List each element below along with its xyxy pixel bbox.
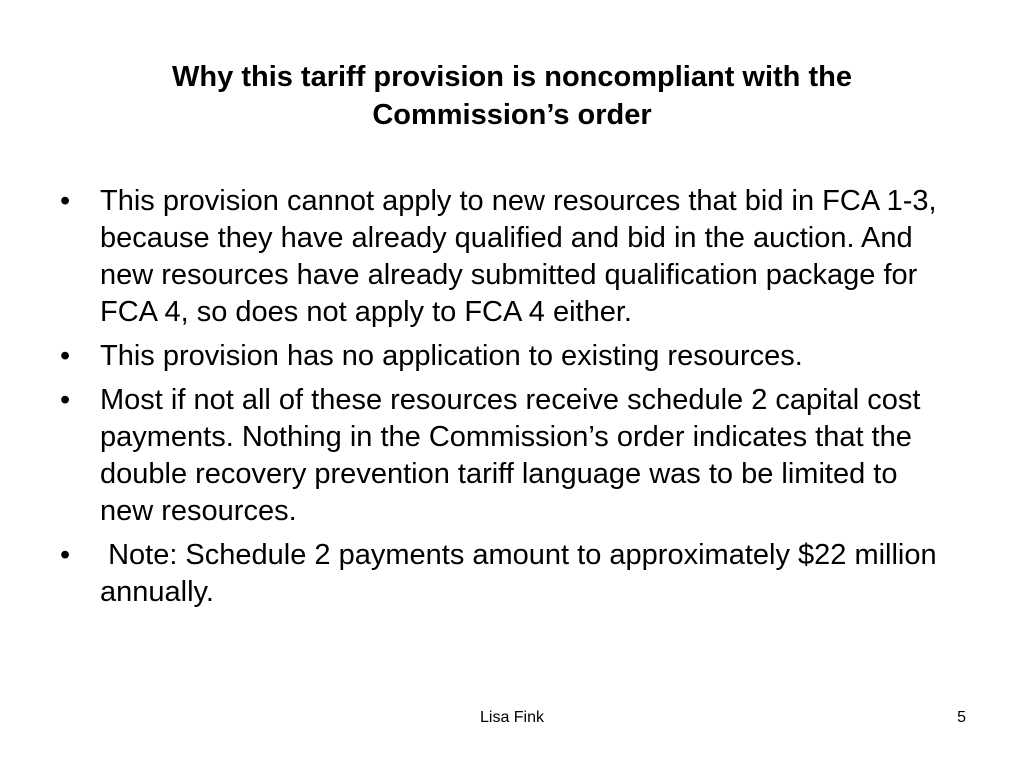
bullet-icon: • <box>60 539 71 571</box>
bullet-item <box>58 183 958 331</box>
bullet-icon: • <box>60 384 71 416</box>
bullet-text: This provision cannot apply to new resources that bid in FCA 1-3, because they have already qualified and bid in the auction. And new resources have already submitted qualification package for FCA 4, so does not apply to FCA 4 either. <box>100 185 937 328</box>
slide-title-line-1: Why this tariff provision is noncompliant with the <box>172 61 852 93</box>
bullet-icon: • <box>60 340 71 372</box>
bullet-text: Most if not all of these resources receive schedule 2 capital cost payments. Nothing in the Commission’s order indicates that the double recovery prevention tariff language was to be limited to new resources. <box>100 384 921 527</box>
bullet-text: This provision has no application to existing resources. <box>100 340 803 372</box>
footer-author: Lisa Fink <box>479 709 545 726</box>
bullet-item <box>58 382 958 530</box>
footer-page-number: 5 <box>957 709 966 726</box>
bullet-text: Note: Schedule 2 payments amount to approximately $22 million annually. <box>100 539 945 608</box>
bullet-icon: • <box>60 185 71 217</box>
slide-title <box>80 58 944 134</box>
bullet-list <box>58 183 958 618</box>
bullet-item <box>58 537 958 611</box>
slide-title-line-2: Commission’s order <box>372 99 652 131</box>
bullet-item <box>58 338 958 375</box>
